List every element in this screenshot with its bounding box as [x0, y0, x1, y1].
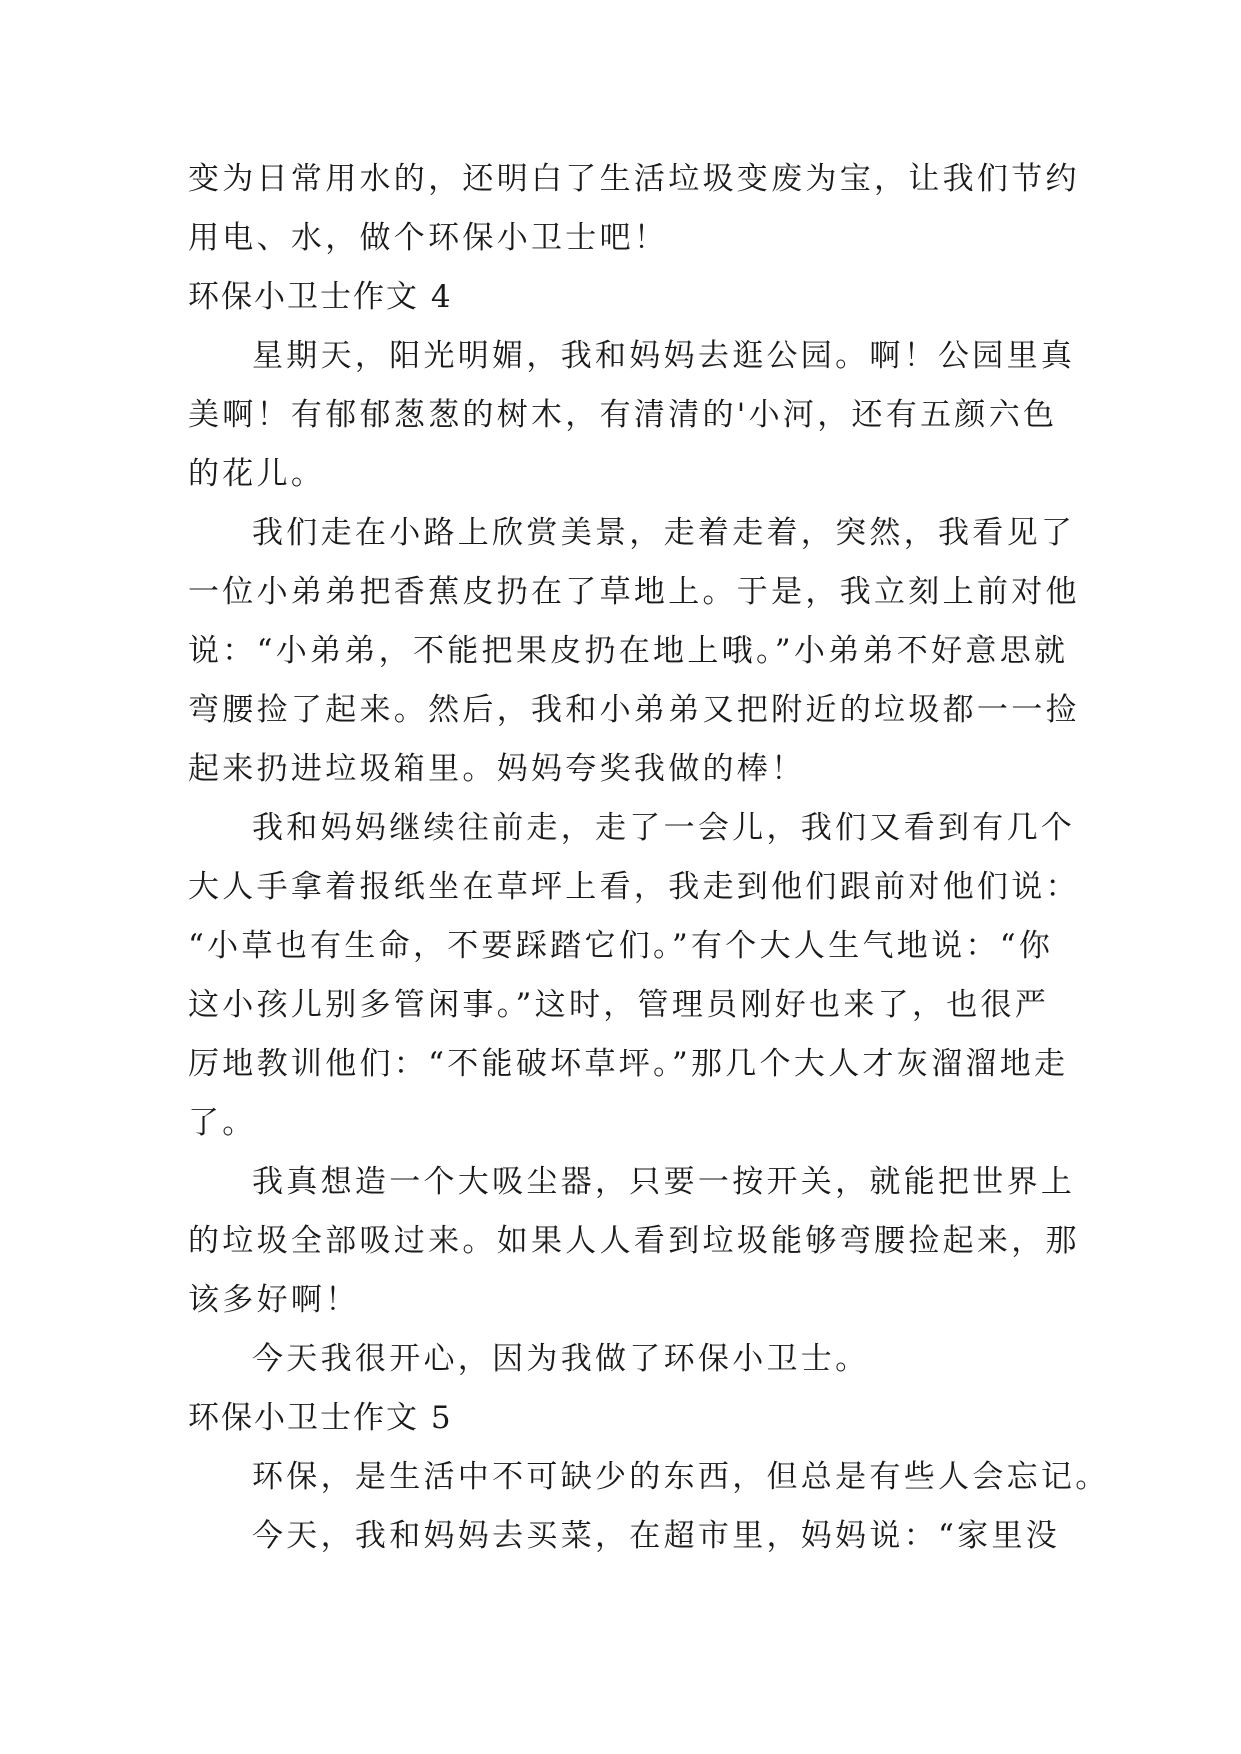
text-line: 美啊！有郁郁葱葱的树木，有清清的'小河，还有五颜六色: [188, 397, 1058, 433]
paragraph-start: 我们走在小路上欣赏美景，走着走着，突然，我看见了: [252, 515, 1076, 551]
text-line: 的花儿。: [188, 456, 326, 492]
text-line: 厉地教训他们：“不能破坏草坪。”那几个大人才灰溜溜地走: [188, 1046, 1069, 1082]
text-line: 弯腰捡了起来。然后，我和小弟弟又把附近的垃圾都一一捡: [188, 692, 1080, 728]
text-line: 的垃圾全部吸过来。如果人人看到垃圾能够弯腰捡起来，那: [188, 1223, 1080, 1259]
paragraph-start: 我和妈妈继续往前走，走了一会儿，我们又看到有几个: [252, 810, 1076, 846]
document-body: [188, 150, 1110, 1566]
paragraph-start: 今天我很开心，因为我做了环保小卫士。: [252, 1341, 870, 1377]
text-line: 一位小弟弟把香蕉皮扔在了草地上。于是，我立刻上前对他: [188, 574, 1080, 610]
text-line: 变为日常用水的，还明白了生活垃圾变废为宝，让我们节约: [188, 161, 1080, 197]
paragraph-start: 环保，是生活中不可缺少的东西，但总是有些人会忘记。: [252, 1459, 1110, 1495]
text-line: 这小孩儿别多管闲事。”这时，管理员刚好也来了，也很严: [188, 987, 1050, 1023]
text-line: 说：“小弟弟，不能把果皮扔在地上哦。”小弟弟不好意思就: [188, 633, 1069, 669]
paragraph-start: 今天，我和妈妈去买菜，在超市里，妈妈说：“家里没: [252, 1518, 1061, 1554]
section-heading: 环保小卫士作文 4: [188, 279, 453, 315]
text-line: 起来扔进垃圾箱里。妈妈夸奖我做的棒！: [188, 751, 806, 787]
text-line: 用电、水，做个环保小卫士吧！: [188, 220, 669, 256]
text-line: 了。: [188, 1105, 257, 1141]
text-line: 大人手拿着报纸坐在草坪上看，我走到他们跟前对他们说：: [188, 869, 1080, 905]
text-line: 该多好啊！: [188, 1282, 360, 1318]
paragraph-start: 我真想造一个大吸尘器，只要一按开关，就能把世界上: [252, 1164, 1076, 1200]
paragraph-start: 星期天，阳光明媚，我和妈妈去逛公园。啊！公园里真: [252, 338, 1076, 374]
section-heading: 环保小卫士作文 5: [188, 1400, 453, 1436]
text-line: “小草也有生命，不要踩踏它们。”有个大人生气地说：“你: [188, 928, 1054, 964]
